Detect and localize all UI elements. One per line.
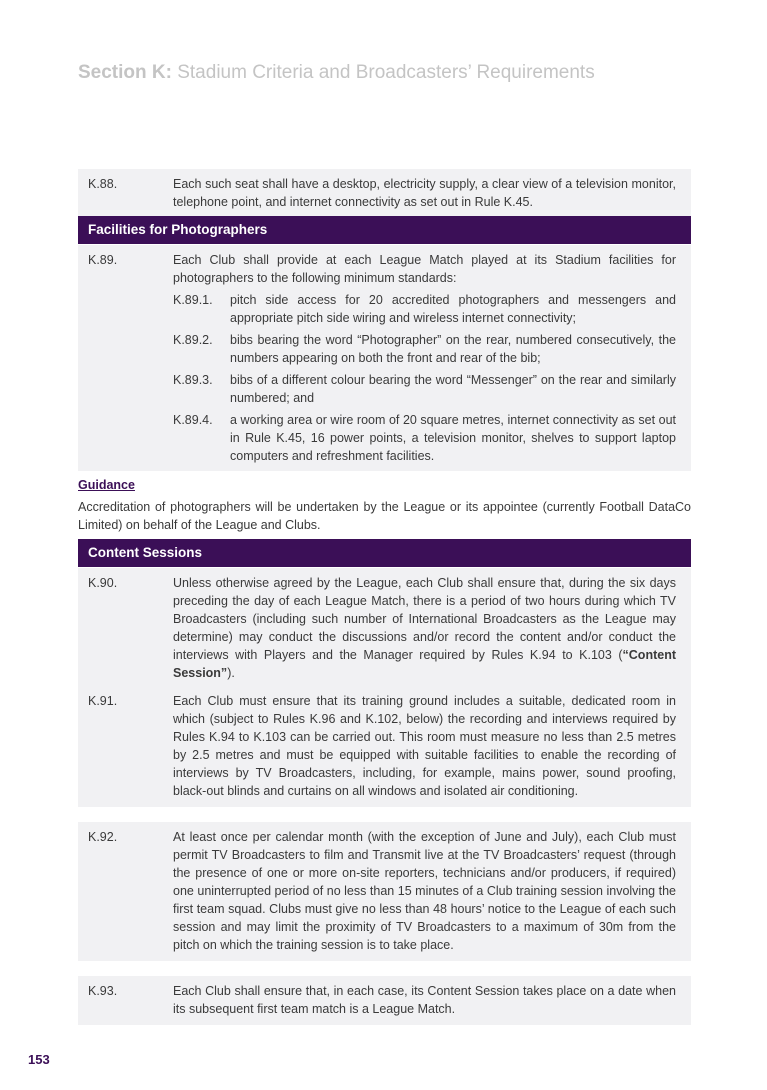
rule-number: K.91.: [88, 694, 118, 708]
section-title: Stadium Criteria and Broadcasters’ Requirements: [177, 62, 595, 83]
rule-number: K.89.: [88, 253, 118, 267]
section-label: Section K:: [78, 62, 172, 83]
rule-text: [173, 574, 676, 682]
section-heading-photographers: Facilities for Photographers: [78, 216, 691, 244]
rule-k93: [78, 976, 691, 1025]
rule-number: K.93.: [88, 984, 118, 998]
rule-k91: [78, 686, 691, 807]
page-number: 153: [28, 1052, 50, 1067]
rule-k88: [78, 169, 691, 218]
subrule-k89-3: [173, 371, 676, 407]
subrule-text: bibs bearing the word “Photographer” on the rear, numbered consecutively, the numbers appearing on both the front and rear of the bib;: [230, 333, 676, 365]
rule-text-body: Unless otherwise agreed by the League, each Club shall ensure that, during the six days preceding the day of each League Match, there is a period of two hours during which TV Broadcasters (including such number of International Broadcasters as the League may determine) may conduct the discussions and/or record the content and/or conduct the interviews with Players and the Manager required by Rules K.94 to K.103 (: [173, 576, 676, 662]
subrule-number: K.89.1.: [173, 293, 213, 307]
defined-term: “Content Session”: [173, 648, 676, 680]
rule-text: Each Club shall ensure that, in each case, its Content Session takes place on a date when its subsequent first team match is a League Match.: [173, 984, 676, 1016]
subrule-k89-4: [173, 411, 676, 465]
rule-number: K.90.: [88, 576, 118, 590]
subrule-text: a working area or wire room of 20 square metres, internet connectivity as set out in Rule K.45, 16 power points, a television monitor, shelves to support laptop computers and refreshment facilities.: [230, 413, 676, 463]
rule-k89: [78, 245, 691, 471]
subrule-text: pitch side access for 20 accredited photographers and messengers and appropriate pitch side wiring and wireless internet connectivity;: [230, 293, 676, 325]
rule-number: K.88.: [88, 177, 118, 191]
subrule-text: bibs of a different colour bearing the word “Messenger” on the rear and similarly numbered; and: [230, 373, 676, 405]
subrule-number: K.89.2.: [173, 333, 213, 347]
section-header: [78, 62, 595, 84]
rule-text: Each Club must ensure that its training ground includes a suitable, dedicated room in which (subject to Rules K.96 and K.102, below) the recording and interviews required by Rules K.94 to K.103 can be carried out. This room must measure no less than 2.5 metres by 2.5 metres and must be equipped with suitable facilities to enable the recording of interviews by TV Broadcasters, including, for example, mains power, sound proofing, black-out blinds and curtains on all windows and isolated air conditioning.: [173, 694, 676, 798]
subrule-number: K.89.3.: [173, 373, 213, 387]
subrule-number: K.89.4.: [173, 413, 213, 427]
rule-text: Each such seat shall have a desktop, electricity supply, a clear view of a television monitor, telephone point, and internet connectivity as set out in Rule K.45.: [173, 177, 676, 209]
rule-text: Each Club shall provide at each League Match played at its Stadium facilities for photographers to the following minimum standards:: [173, 253, 676, 285]
subrule-k89-2: [173, 331, 676, 367]
guidance-title: Guidance: [78, 478, 135, 492]
rule-text-tail: ).: [227, 666, 235, 680]
rule-k92: [78, 822, 691, 961]
rule-text: At least once per calendar month (with the exception of June and July), each Club must permit TV Broadcasters to film and Transmit live at the TV Broadcasters’ request (through the presence of one or more on-site reporters, technicians and/or producers, if required) one uninterrupted period of no less than 15 minutes of a Club training session involving the first team squad. Clubs must give no less than 48 hours’ notice to the League of each such session and may limit the proximity of TV Broadcasters to a maximum of 30m from the pitch on which the training session is to take place.: [173, 830, 676, 952]
guidance-text: Accreditation of photographers will be undertaken by the League or its appointee (currently Football DataCo Limited) on behalf of the League and Clubs.: [78, 500, 691, 532]
rule-k90: [78, 568, 691, 689]
subrule-k89-1: [173, 291, 676, 327]
rule-number: K.92.: [88, 830, 118, 844]
section-heading-content-sessions: Content Sessions: [78, 539, 691, 567]
